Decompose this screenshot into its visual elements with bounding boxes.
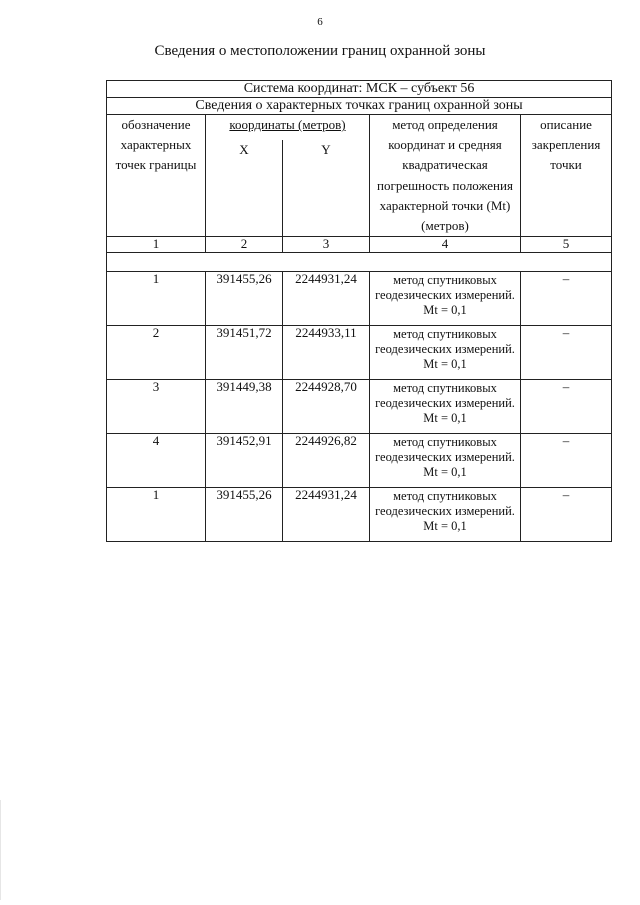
spacer-row: [107, 252, 612, 271]
x-coordinate-cell: 391449,38: [206, 379, 283, 433]
coordinates-header-label: координаты (метров): [229, 117, 346, 133]
y-coordinate-cell: 2244926,82: [283, 433, 370, 487]
x-coordinate-cell: 391455,26: [206, 271, 283, 325]
point-number-cell: 1: [107, 487, 206, 541]
y-coordinate-cell: 2244928,70: [283, 379, 370, 433]
y-coordinate-cell: 2244933,11: [283, 325, 370, 379]
point-number-cell: 3: [107, 379, 206, 433]
column-number: 5: [521, 237, 612, 253]
y-coordinate-cell: 2244931,24: [283, 271, 370, 325]
points-info-cell: Сведения о характерных точках границ охранной зоны: [107, 98, 612, 115]
coordinates-header: [206, 115, 370, 140]
x-coordinate-cell: 391455,26: [206, 487, 283, 541]
column-header-row: [107, 115, 612, 140]
column-number-row: [107, 237, 612, 253]
point-number-cell: 1: [107, 271, 206, 325]
description-cell: –: [521, 433, 612, 487]
designation-header: обозначение характерных точек границы: [107, 115, 206, 237]
method-cell: метод спутниковых геодезических измерений. Mt = 0,1: [370, 379, 521, 433]
method-header: метод определения координат и средняя квадратическая погрешность положения характерной точки (Mt) (метров): [370, 115, 521, 237]
description-cell: –: [521, 325, 612, 379]
boundary-points-table: [106, 80, 612, 542]
method-cell: метод спутниковых геодезических измерений. Mt = 0,1: [370, 271, 521, 325]
table-row: [107, 271, 612, 325]
scan-edge-mark: [0, 800, 1, 900]
method-cell: метод спутниковых геодезических измерений. Mt = 0,1: [370, 487, 521, 541]
y-coordinate-cell: 2244931,24: [283, 487, 370, 541]
method-cell: метод спутниковых геодезических измерений. Mt = 0,1: [370, 433, 521, 487]
x-coordinate-cell: 391451,72: [206, 325, 283, 379]
spacer-cell: [107, 252, 612, 271]
table-row: [107, 379, 612, 433]
x-coordinate-cell: 391452,91: [206, 433, 283, 487]
column-number: 3: [283, 237, 370, 253]
document-title: Сведения о местоположении границ охранной зоны: [154, 43, 486, 59]
description-header: описание закрепления точки: [521, 115, 612, 237]
method-cell: метод спутниковых геодезических измерений. Mt = 0,1: [370, 325, 521, 379]
column-number: 4: [370, 237, 521, 253]
column-number: 1: [107, 237, 206, 253]
table-row: [107, 487, 612, 541]
points-info-row: [107, 98, 612, 115]
table-row: [107, 325, 612, 379]
column-number: 2: [206, 237, 283, 253]
coordinate-system-cell: Система координат: МСК – субъект 56: [107, 81, 612, 98]
page-number: 6: [317, 16, 323, 28]
description-cell: –: [521, 379, 612, 433]
point-number-cell: 4: [107, 433, 206, 487]
y-header: Y: [283, 140, 370, 237]
point-number-cell: 2: [107, 325, 206, 379]
description-cell: –: [521, 487, 612, 541]
x-header: X: [206, 140, 283, 237]
coordinate-system-row: [107, 81, 612, 98]
table-row: [107, 433, 612, 487]
description-cell: –: [521, 271, 612, 325]
